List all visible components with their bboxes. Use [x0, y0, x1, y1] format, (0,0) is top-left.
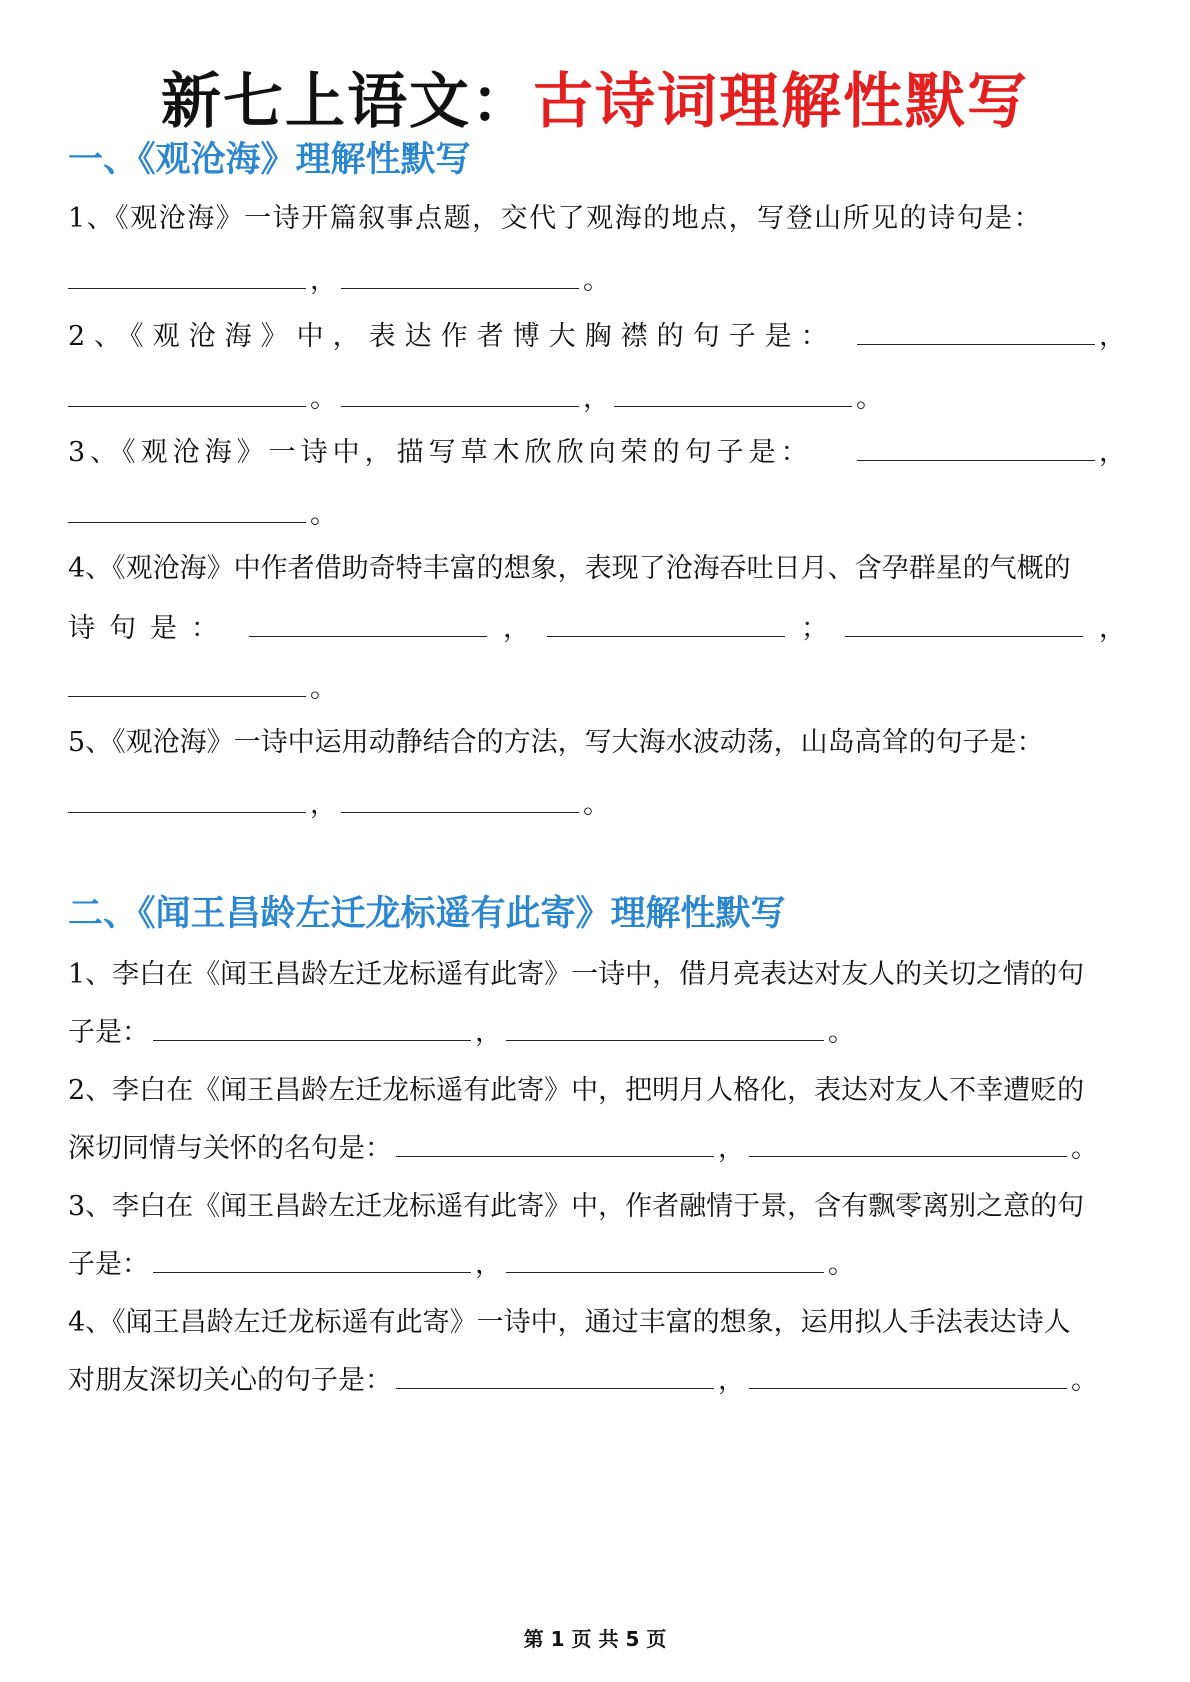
- answer-blank[interactable]: [68, 405, 306, 407]
- answer-blank[interactable]: [506, 1039, 824, 1041]
- answer-blank[interactable]: [506, 1271, 824, 1273]
- answer-blank[interactable]: [341, 811, 579, 813]
- s2-q1-answer-line: 子是： ， 。: [68, 1017, 855, 1048]
- answer-blank[interactable]: [857, 343, 1095, 345]
- s2-q1-text: 1、李白在《闻王昌龄左迁龙标遥有此寄》一诗中，借月亮表达对友人的关切之情的句: [68, 959, 1085, 990]
- s1-q4-text: 4、《观沧海》中作者借助奇特丰富的想象，表现了沧海吞吐日月、含孕群星的气概的: [68, 553, 1071, 584]
- answer-blank[interactable]: [68, 287, 306, 289]
- answer-blank[interactable]: [749, 1387, 1067, 1389]
- answer-blank[interactable]: [68, 811, 306, 813]
- s2-q4-text: 4、《闻王昌龄左迁龙标遥有此寄》一诗中，通过丰富的想象，运用拟人手法表达诗人: [68, 1307, 1071, 1338]
- s1-q2-answer-line: 。 ， 。: [68, 380, 1126, 418]
- answer-blank[interactable]: [614, 405, 852, 407]
- answer-blank[interactable]: [396, 1387, 714, 1389]
- s1-q1-answer-line: ， 。: [68, 262, 1126, 300]
- s1-q2-line: 2、《观沧海》中，表达作者博大胸襟的句子是： ，: [68, 318, 1126, 356]
- s1-q4-text-b: 诗句是：: [68, 613, 232, 644]
- answer-blank[interactable]: [153, 1039, 471, 1041]
- s2-q3-text: 3、李白在《闻王昌龄左迁龙标遥有此寄》中，作者融情于景，含有飘零离别之意的句: [68, 1191, 1085, 1222]
- s1-q4-answer-line: 。: [68, 670, 1126, 708]
- answer-blank[interactable]: [68, 695, 306, 697]
- s1-q2-text: 2、《观沧海》中，表达作者博大胸襟的句子是：: [68, 321, 837, 352]
- answer-blank[interactable]: [396, 1155, 714, 1157]
- page-footer: 第 1 页 共 5 页: [523, 1627, 667, 1651]
- page-title: [0, 64, 1190, 140]
- s1-q3-text: 3、《观沧海》一诗中，描写草木欣欣向荣的句子是：: [68, 437, 813, 468]
- answer-blank[interactable]: [547, 635, 785, 637]
- s1-q1-text: 1、《观沧海》一诗开篇叙事点题，交代了观海的地点，写登山所见的诗句是：: [68, 203, 1043, 234]
- s2-q3-answer-line: 子是： ， 。: [68, 1249, 855, 1280]
- s1-q5-text: 5、《观沧海》一诗中运用动静结合的方法，写大海水波动荡，山岛高耸的句子是：: [68, 727, 1044, 758]
- answer-blank[interactable]: [341, 405, 579, 407]
- answer-blank[interactable]: [249, 635, 487, 637]
- s1-q3-answer-line: 。: [68, 496, 1126, 534]
- s2-q2-answer-line: 深切同情与关怀的名句是： ， 。: [68, 1133, 1098, 1164]
- answer-blank[interactable]: [857, 459, 1095, 461]
- section-heading-2: 二、《闻王昌龄左迁龙标遥有此寄》理解性默写: [68, 894, 786, 934]
- title-black-part: 新七上语文：: [161, 67, 533, 137]
- answer-blank[interactable]: [845, 635, 1083, 637]
- s1-q3-line: 3、《观沧海》一诗中，描写草木欣欣向荣的句子是： ，: [68, 434, 1126, 472]
- answer-blank[interactable]: [153, 1271, 471, 1273]
- s1-q5-answer-line: ， 。: [68, 786, 1126, 824]
- s2-q4-answer-line: 对朋友深切关心的句子是： ， 。: [68, 1365, 1098, 1396]
- answer-blank[interactable]: [341, 287, 579, 289]
- s2-q2-text: 2、李白在《闻王昌龄左迁龙标遥有此寄》中，把明月人格化，表达对友人不幸遭贬的: [68, 1075, 1085, 1106]
- s1-q4-line-2: 诗句是： ， ； ，: [68, 610, 1126, 648]
- answer-blank[interactable]: [68, 521, 306, 523]
- section-heading-1: 一、《观沧海》理解性默写: [68, 140, 471, 180]
- title-red-part: 古诗词理解性默写: [533, 67, 1029, 137]
- answer-blank[interactable]: [749, 1155, 1067, 1157]
